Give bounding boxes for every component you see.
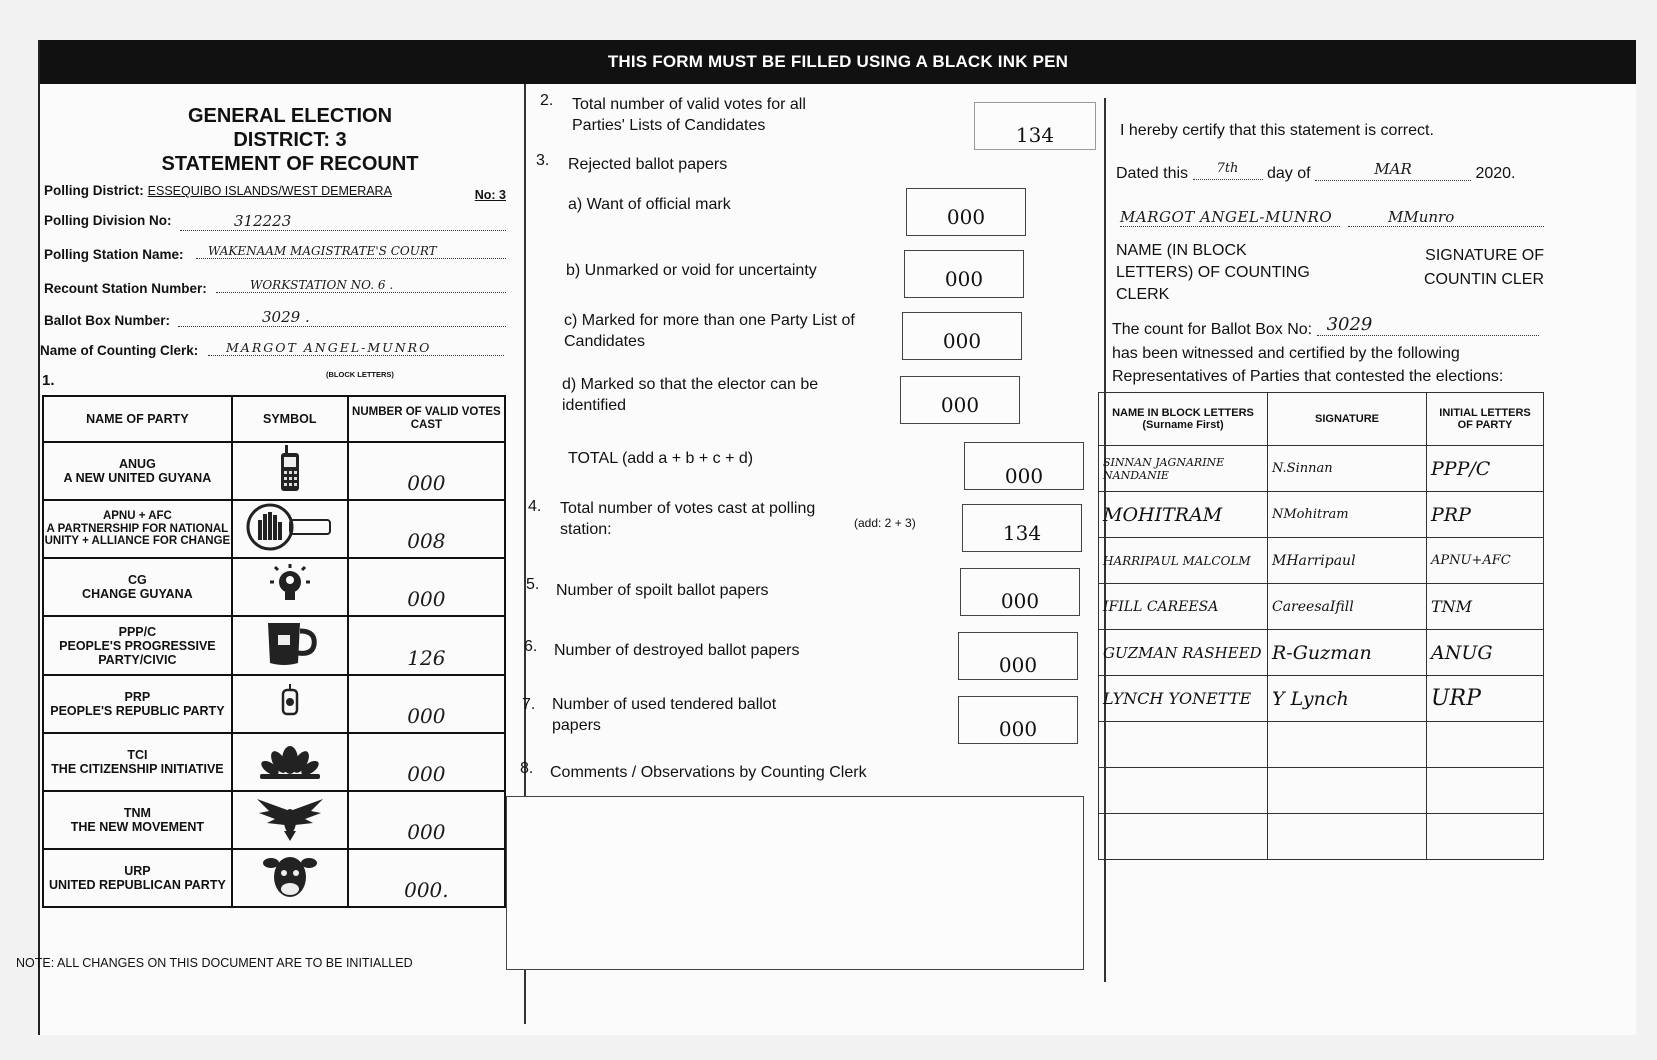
ballot-box-field xyxy=(44,308,506,328)
votes-cell[interactable]: 000 xyxy=(348,791,505,849)
q7-number: 7. xyxy=(522,696,536,713)
party-votes-table xyxy=(42,395,506,908)
table-row xyxy=(43,442,505,500)
polling-station-label: Polling Station Name: xyxy=(44,247,184,262)
polling-division-field xyxy=(44,212,506,228)
table-row xyxy=(1099,630,1544,676)
witness-table-header xyxy=(1099,393,1544,446)
party-name: A PARTNERSHIP FOR NATIONAL UNITY + ALLIANCE FOR CHANGE xyxy=(44,522,231,548)
table-row xyxy=(1099,768,1544,814)
q7-text: Number of used tendered ballot papers xyxy=(552,696,777,734)
table-row xyxy=(1099,446,1544,492)
q4-add-note: (add: 2 + 3) xyxy=(854,516,916,530)
witness-party[interactable] xyxy=(1427,768,1544,814)
party-abbr: URP xyxy=(124,864,151,878)
dated-label: Dated this xyxy=(1116,165,1189,182)
witness-signature[interactable] xyxy=(1268,768,1427,814)
q3a-text: a) Want of official mark xyxy=(568,196,731,213)
counting-clerk-label: Name of Counting Clerk: xyxy=(40,343,199,358)
votes-cell[interactable]: 008 xyxy=(348,500,505,558)
party-cell xyxy=(43,733,232,791)
witness-name[interactable]: MOHITRAM xyxy=(1099,492,1268,538)
header-line-1: GENERAL ELECTION xyxy=(187,105,393,127)
table-row xyxy=(1099,584,1544,630)
witness-signature-header: SIGNATURE xyxy=(1268,393,1427,446)
hand-key-icon xyxy=(232,500,348,558)
counting-clerk-value[interactable]: MARGOT ANGEL-MUNRO xyxy=(208,340,504,356)
witness-table xyxy=(1098,392,1544,860)
ballot-box-label: Ballot Box Number: xyxy=(44,313,171,328)
party-name: PEOPLE'S PROGRESSIVE PARTY/CIVIC xyxy=(59,638,216,667)
party-name: THE CITIZENSHIP INITIATIVE xyxy=(51,762,224,776)
votes-cell[interactable]: 126 xyxy=(348,616,505,675)
total-text: TOTAL (add a + b + c + d) xyxy=(568,450,754,467)
count-ballot-box-value[interactable]: 3029 xyxy=(1317,314,1539,336)
cellphone-icon xyxy=(232,442,348,500)
dated-month[interactable]: MAR xyxy=(1315,159,1471,181)
table-row xyxy=(43,675,505,733)
party-cell xyxy=(43,616,232,675)
header-line-3: STATEMENT OF RECOUNT xyxy=(161,153,419,175)
votes-cell[interactable]: 000 xyxy=(348,733,505,791)
q3-number: 3. xyxy=(536,152,550,169)
witness-signature[interactable]: MHarripaul xyxy=(1268,538,1427,584)
changes-note: NOTE: ALL CHANGES ON THIS DOCUMENT ARE TO BE INITIALLED xyxy=(16,956,413,970)
party-cell xyxy=(43,675,232,733)
cow-icon xyxy=(232,849,348,907)
party-name: CHANGE GUYANA xyxy=(82,587,193,601)
witness-name[interactable]: HARRIPAUL MALCOLM xyxy=(1099,538,1268,584)
statement-of-recount-form xyxy=(16,40,1636,1035)
party-abbr: ANUG xyxy=(118,457,156,471)
form-header xyxy=(140,104,440,176)
witness-signature[interactable]: R-Guzman xyxy=(1268,630,1427,676)
table-row xyxy=(1099,538,1544,584)
q3c-value-box[interactable]: 000 xyxy=(902,312,1022,360)
table-row xyxy=(43,500,505,558)
counting-clerk-field xyxy=(40,342,504,358)
q4-number: 4. xyxy=(528,498,542,515)
q8-text: Comments / Observations by Counting Clerk xyxy=(550,764,867,781)
q3c-text: c) Marked for more than one Party List of Candidates xyxy=(564,312,855,350)
witness-party[interactable]: TNM xyxy=(1427,584,1544,630)
witness-party[interactable] xyxy=(1427,814,1544,860)
witness-signature[interactable]: NMohitram xyxy=(1268,492,1427,538)
polling-district-field xyxy=(44,182,506,202)
q6-value-box[interactable]: 000 xyxy=(958,632,1078,680)
witness-name[interactable] xyxy=(1099,768,1268,814)
name-block-letters-label: NAME (IN BLOCK LETTERS) OF COUNTING CLERK xyxy=(1116,242,1310,303)
witness-name[interactable] xyxy=(1099,722,1268,768)
party-abbr: PPP/C xyxy=(118,624,157,639)
lightbulb-icon xyxy=(232,558,348,616)
polling-district-value: ESSEQUIBO ISLANDS/WEST DEMERARA xyxy=(147,184,392,198)
votes-header: NUMBER OF VALID VOTES CAST xyxy=(348,396,505,442)
comments-box[interactable] xyxy=(506,796,1084,970)
party-cell xyxy=(43,500,232,558)
header-line-2: DISTRICT: 3 xyxy=(233,129,347,151)
witness-party[interactable] xyxy=(1427,722,1544,768)
votes-cell[interactable]: 000 xyxy=(348,675,505,733)
witness-party[interactable]: APNU+AFC xyxy=(1427,538,1544,584)
witness-party-header: INITIAL LETTERS OF PARTY xyxy=(1427,393,1544,446)
votes-cell[interactable]: 000 xyxy=(348,442,505,500)
certify-text: I hereby certify that this statement is correct. xyxy=(1120,122,1434,139)
witness-party[interactable]: URP xyxy=(1427,676,1544,722)
q8-number: 8. xyxy=(520,760,534,777)
lantern-icon xyxy=(232,675,348,733)
table-row xyxy=(43,558,505,616)
flower-icon xyxy=(232,733,348,791)
block-letters-note: (BLOCK LETTERS) xyxy=(326,370,394,379)
witness-signature[interactable]: Y Lynch xyxy=(1268,676,1427,722)
party-abbr: TCI xyxy=(127,748,148,762)
party-abbr: APNU + AFC xyxy=(102,510,172,523)
clerk-signature-value[interactable]: MMunro xyxy=(1348,208,1544,227)
ballot-box-value[interactable]: 3029 . xyxy=(178,308,506,327)
polling-division-value[interactable]: 312223 xyxy=(180,212,506,231)
q3-text: Rejected ballot papers xyxy=(568,156,728,173)
instruction-banner: THIS FORM MUST BE FILLED USING A BLACK INK PEN xyxy=(40,40,1636,84)
q2-value-box[interactable]: 134 xyxy=(974,102,1096,150)
party-name: UNITED REPUBLICAN PARTY xyxy=(48,878,226,892)
q2-number: 2. xyxy=(540,92,554,109)
party-abbr: PRP xyxy=(124,690,151,704)
table-row xyxy=(1099,492,1544,538)
table-row xyxy=(43,733,505,791)
symbol-header: SYMBOL xyxy=(232,396,348,442)
q7-value-box[interactable]: 000 xyxy=(958,696,1078,744)
table-row xyxy=(1099,814,1544,860)
witness-party[interactable]: PPP/C xyxy=(1427,446,1544,492)
q3d-text: d) Marked so that the elector can be identified xyxy=(562,376,819,414)
witness-name[interactable]: IFILL CAREESA xyxy=(1099,584,1268,630)
q6-number: 6. xyxy=(524,638,538,655)
recount-station-field xyxy=(44,280,506,296)
party-cell xyxy=(43,558,232,616)
witness-name-header: NAME IN BLOCK LETTERS (Surname First) xyxy=(1099,393,1268,446)
party-name: A NEW UNITED GUYANA xyxy=(63,471,212,485)
q3b-value-box[interactable]: 000 xyxy=(904,250,1024,298)
clerk-name-value[interactable]: MARGOT ANGEL-MUNRO xyxy=(1120,208,1340,227)
q5-value-box[interactable]: 000 xyxy=(960,568,1080,616)
party-name-header: NAME OF PARTY xyxy=(43,396,232,442)
party-cell xyxy=(43,849,232,907)
q3d-value-box[interactable]: 000 xyxy=(900,376,1020,424)
eagle-icon xyxy=(232,791,348,849)
q6-text: Number of destroyed ballot papers xyxy=(554,642,800,659)
q4-value-box[interactable]: 134 xyxy=(962,504,1082,552)
polling-station-field xyxy=(44,246,506,262)
table-row xyxy=(43,791,505,849)
recount-station-label: Recount Station Number: xyxy=(44,281,207,296)
party-cell xyxy=(43,791,232,849)
witness-signature[interactable] xyxy=(1268,814,1427,860)
table-row xyxy=(1099,676,1544,722)
q3b-text: b) Unmarked or void for uncertainty xyxy=(566,262,817,279)
party-cell xyxy=(43,442,232,500)
party-table-header xyxy=(43,396,505,442)
witness-signature[interactable]: CareesaIfill xyxy=(1268,584,1427,630)
witness-name[interactable] xyxy=(1099,814,1268,860)
day-of-label: day of xyxy=(1266,165,1311,182)
party-abbr: TNM xyxy=(123,806,151,820)
witness-name[interactable]: SINNAN JAGNARINE NANDANIE xyxy=(1099,446,1268,492)
q2-text: Total number of valid votes for all Parties' Lists of Candidates xyxy=(572,96,806,134)
q5-text: Number of spoilt ballot papers xyxy=(556,582,769,599)
count-label: The count for Ballot Box No: xyxy=(1112,321,1313,338)
cup-icon xyxy=(232,616,348,675)
witness-name[interactable]: LYNCH YONETTE xyxy=(1099,676,1268,722)
dated-year: 2020. xyxy=(1475,165,1516,182)
total-value-box[interactable]: 000 xyxy=(964,442,1084,490)
table-row xyxy=(43,849,505,907)
votes-cell[interactable]: 000 xyxy=(348,558,505,616)
polling-district-no: No: 3 xyxy=(474,188,506,202)
dated-line xyxy=(1116,158,1532,184)
witness-signature[interactable] xyxy=(1268,722,1427,768)
witness-statement: has been witnessed and certified by the following Representatives of Parties that contested the elections: xyxy=(1112,345,1504,385)
party-name: THE NEW MOVEMENT xyxy=(70,820,205,834)
party-abbr: CG xyxy=(128,573,147,587)
recount-station-value[interactable]: WORKSTATION NO. 6 . xyxy=(216,278,506,293)
party-name: PEOPLE'S REPUBLIC PARTY xyxy=(50,704,225,718)
table-row xyxy=(1099,722,1544,768)
section-1-number: 1. xyxy=(42,372,55,389)
table-row xyxy=(43,616,505,675)
q3a-value-box[interactable]: 000 xyxy=(906,188,1026,236)
votes-cell[interactable]: 000. xyxy=(348,849,505,907)
polling-station-value[interactable]: WAKENAAM MAGISTRATE'S COURT xyxy=(196,244,506,259)
q5-number: 5. xyxy=(526,576,540,593)
polling-district-label: Polling District: xyxy=(44,183,144,198)
q4-text: Total number of votes cast at polling station: xyxy=(560,500,816,538)
witness-signature[interactable]: N.Sinnan xyxy=(1268,446,1427,492)
dated-day[interactable]: 7th xyxy=(1193,158,1263,180)
witness-party[interactable]: ANUG xyxy=(1427,630,1544,676)
polling-division-label: Polling Division No: xyxy=(44,213,172,228)
witness-party[interactable]: PRP xyxy=(1427,492,1544,538)
witness-name[interactable]: GUZMAN RASHEED xyxy=(1099,630,1268,676)
count-ballot-box-line xyxy=(1112,314,1540,340)
signature-of-clerk-label: SIGNATURE OF COUNTIN CLER xyxy=(1423,247,1544,288)
